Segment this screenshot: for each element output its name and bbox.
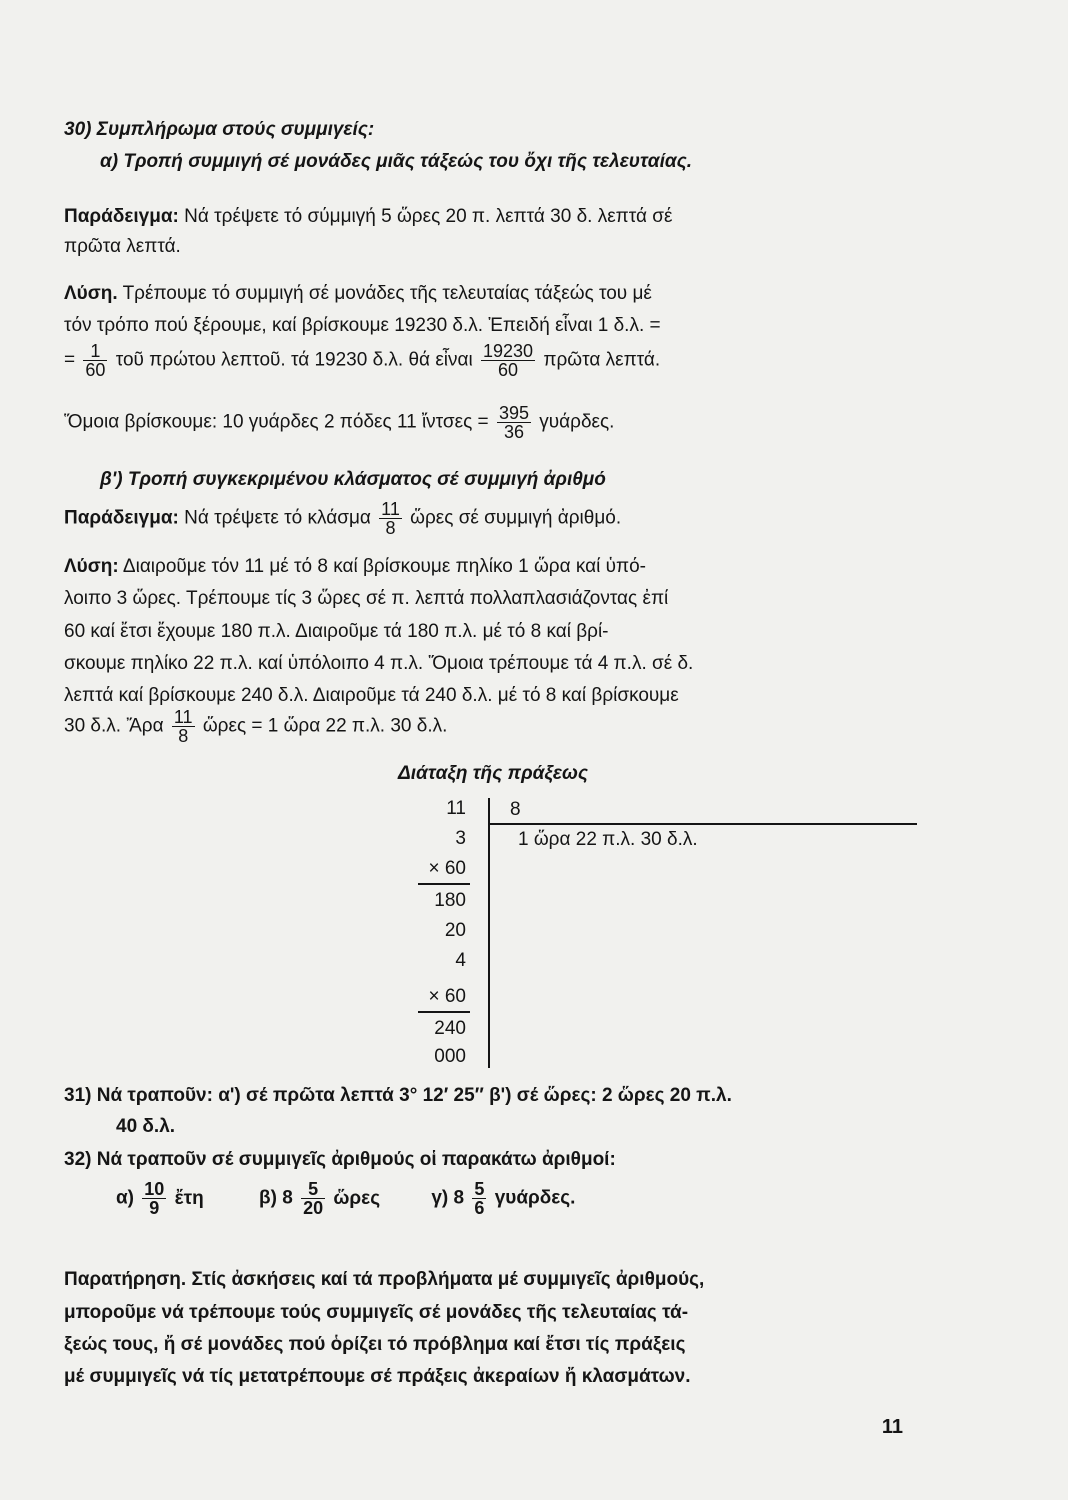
fraction-5-6: $\frac{5}{6}$ <box>474 1179 485 1218</box>
fraction-1-60: $\frac{1}{60}$ <box>85 341 106 380</box>
solution-line-2: τόν τρόπο πού ξέρουμε, καί βρίσκουμε 19230 δ.λ. Ἐπειδή εἶναι 1 δ.λ. = <box>64 315 661 336</box>
solution-text: Τρέπουμε τό συμμιγή σέ μονάδες τῆς τελευταίας τάξεώς του μέ <box>122 283 652 304</box>
item-a-label: α) <box>116 1187 135 1209</box>
solution-line-3 <box>64 342 918 392</box>
example-line-1 <box>64 205 918 229</box>
exercise-31-line-2: 40 δ.λ. <box>116 1116 176 1137</box>
solution-2-line-1 <box>64 555 918 579</box>
note-label: Παρατήρηση. <box>64 1269 187 1290</box>
fraction-395-36: $\frac{395}{36}$ <box>498 403 529 442</box>
div-remainder-2: 20 <box>444 920 466 941</box>
exercise-31-line-1: 31) Νά τραποῦν: α') σέ πρῶτα λεπτά 3° 12′ 25″ β') σέ ὥρες: 2 ὥρες 20 π.λ. <box>64 1085 732 1106</box>
item-b-unit: ὥρες <box>333 1187 381 1209</box>
equals-sign: = <box>64 349 76 371</box>
fraction-10-9: $\frac{10}{9}$ <box>144 1179 165 1218</box>
example-line-2: πρῶτα λεπτά. <box>64 236 181 257</box>
exercise-32-line-1: 32) Νά τραποῦν σέ συμμιγεῖς ἀριθμούς οἱ παρακάτω ἀριθμοί: <box>64 1149 616 1170</box>
div-final-remainder: 000 <box>434 1046 466 1067</box>
note-line-1 <box>64 1268 918 1292</box>
similar-text: Ὅμοια βρίσκουμε: 10 γυάρδες 2 πόδες 11 ἴντσες = <box>64 411 489 433</box>
div-divisor: 8 <box>510 799 521 820</box>
subsection-a-title: α) Τροπή συμμιγή σέ μονάδες μιᾶς τάξεώς του ὄχι τῆς τελευταίας. <box>100 151 693 172</box>
example-2-text: Νά τρέψετε τό κλάσμα <box>184 507 371 529</box>
item-c-unit: γυάρδες. <box>494 1187 576 1209</box>
solution-line-1 <box>64 282 918 306</box>
solution-2-line-3: 60 καί ἔτσι ἔχουμε 180 π.λ. Διαιροῦμε τά 180 π.λ. μέ τό 8 καί βρί- <box>64 621 609 642</box>
example-2-text-end: ὥρες σέ συμμιγή ἀριθμό. <box>410 507 622 529</box>
div-dividend: 11 <box>446 798 466 819</box>
div-quotient: 1 ὥρα 22 π.λ. 30 δ.λ. <box>518 829 698 850</box>
note-text-1: Στίς ἀσκήσεις καί τά προβλήματα μέ συμμιγεῖς ἀριθμούς, <box>191 1269 705 1290</box>
div-vertical-line <box>488 798 490 1068</box>
fraction-11-8: $\frac{11}{8}$ <box>381 499 400 538</box>
fraction-5-20: $\frac{5}{20}$ <box>303 1179 324 1218</box>
example-2-label: Παράδειγμα: <box>64 507 179 529</box>
div-product-1: 180 <box>434 890 466 911</box>
item-a-unit: ἔτη <box>174 1187 204 1209</box>
solution-label: Λύση. <box>64 283 118 304</box>
result-text: ὥρες = 1 ὥρα 22 π.λ. 30 δ.λ. <box>202 715 448 737</box>
div-product-2: 240 <box>434 1018 466 1039</box>
similar-line <box>64 404 918 454</box>
div-rule-2 <box>418 1011 470 1013</box>
div-remainder-3: 4 <box>455 950 466 971</box>
exercise-30-title: 30) Συμπλήρωμα στούς συμμιγείς: <box>64 119 375 140</box>
solution-text-3: τοῦ πρώτου λεπτοῦ. τά 19230 δ.λ. θά εἶναι <box>115 349 473 371</box>
item-b-label: β) 8 <box>259 1187 293 1209</box>
solution-text-3-end: πρῶτα λεπτά. <box>543 349 661 371</box>
solution-2-line-2: λοιπο 3 ὥρες. Τρέπουμε τίς 3 ὥρες σέ π. λεπτά πολλαπλασιάζοντας ἐπί <box>64 588 669 609</box>
solution-2-text: Διαιροῦμε τόν 11 μέ τό 8 καί βρίσκουμε πηλίκο 1 ὥρα καί ὑπό- <box>122 556 646 577</box>
solution-2-line-4: σκουμε πηλίκο 22 π.λ. καί ὑπόλοιπο 4 π.λ. Ὅμοια τρέπουμε τά 4 π.λ. σέ δ. <box>64 653 694 674</box>
note-line-2: μποροῦμε νά τρέπουμε τούς συμμιγεῖς σέ μονάδες τῆς τελευταίας τά- <box>64 1302 689 1323</box>
fraction-11-8-result: $\frac{11}{8}$ <box>173 707 193 746</box>
note-line-4: μέ συμμιγεῖς νά τίς μετατρέπουμε σέ πράξεις ἀκεραίων ἤ κλασμάτων. <box>64 1366 691 1387</box>
fraction-19230-60: $\frac{19230}{60}$ <box>483 341 534 380</box>
division-layout-title: Διάταξη τῆς πράξεως <box>398 763 588 784</box>
div-remainder-1: 3 <box>455 828 466 849</box>
page-number: 11 <box>881 1416 903 1438</box>
subsection-b-title: β') Τροπή συγκεκριμένου κλάσματος σέ συμμιγή ἀριθμό <box>100 469 606 490</box>
div-multiply-1: × 60 <box>428 858 466 879</box>
example-2-line <box>64 500 918 550</box>
example-text: Νά τρέψετε τό σύμμιγή 5 ὥρες 20 π. λεπτά 30 δ. λεπτά σέ <box>184 206 673 227</box>
exercise-32-items <box>116 1180 918 1234</box>
div-multiply-2: × 60 <box>428 986 466 1007</box>
note-line-3: ξεώς τους, ἤ σέ μονάδες πού ὁρίζει τό πρόβλημα καί ἔτσι τίς πράξεις <box>64 1334 686 1355</box>
div-horizontal-line <box>489 823 917 825</box>
solution-2-label: Λύση: <box>64 556 119 577</box>
div-rule-1 <box>418 883 470 885</box>
solution-2-line-5: λεπτά καί βρίσκουμε 240 δ.λ. Διαιροῦμε τά 240 δ.λ. μέ τό 8 καί βρίσκουμε <box>64 685 679 706</box>
similar-unit: γυάρδες. <box>539 411 615 433</box>
solution-2-line-6 <box>64 708 918 758</box>
item-c-label: γ) 8 <box>431 1187 465 1209</box>
example-label: Παράδειγμα: <box>64 206 179 227</box>
therefore-text: 30 δ.λ. Ἄρα <box>64 715 164 737</box>
